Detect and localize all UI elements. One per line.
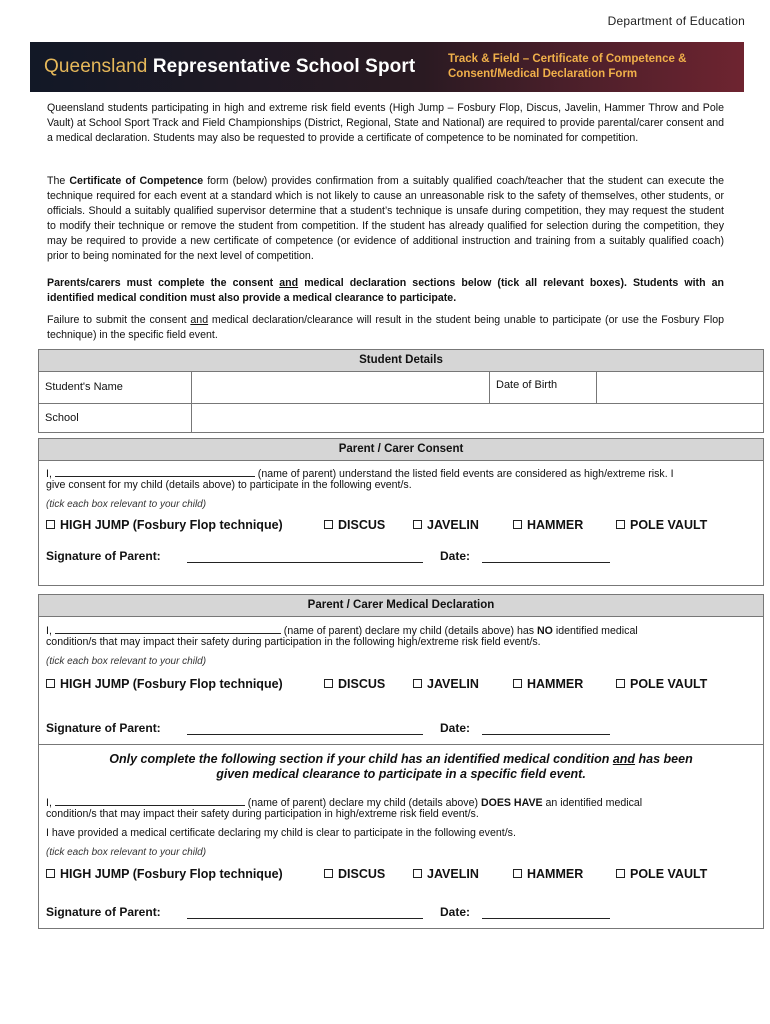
p4-pre: Failure to submit the consent [47, 314, 191, 326]
clearance-date-field[interactable] [482, 918, 610, 919]
checkbox-icon[interactable] [413, 869, 422, 878]
clearance-pole-vault-option[interactable] [616, 867, 707, 881]
intro-paragraph-3 [47, 276, 724, 306]
date-label: Date: [440, 549, 471, 563]
student-details-section [38, 349, 764, 433]
consent-discus-option[interactable] [324, 518, 385, 532]
medical-line-2: condition/s that may impact their safety during participation in the following high/extreme risk field event/s. [46, 636, 541, 648]
date-of-birth-field[interactable] [597, 372, 764, 403]
consent-line-1 [46, 466, 674, 480]
date-label: Date: [440, 721, 471, 735]
option-label: HIGH JUMP (Fosbury Flop technique) [60, 867, 283, 881]
checkbox-icon[interactable] [513, 679, 522, 688]
checkbox-icon[interactable] [324, 679, 333, 688]
p2-bold: Certificate of Competence [69, 175, 204, 187]
consent-pole-vault-option[interactable] [616, 518, 707, 532]
section-divider [39, 744, 763, 745]
intro-paragraph-1: Queensland students participating in high and extreme risk field events (High Jump – Fosbury Flop, Discus, Javelin, Hammer Throw and Pole Vault) at School Sport Track and Field Championships (District, Regional, State and National) are required to provide parental/carer consent and a medical declaration. Students may also be requested to provide a certificate of competence to be nominated for competition. [47, 102, 724, 144]
consent-signature-field[interactable] [187, 562, 423, 563]
medical-declaration-section [38, 594, 764, 929]
option-label: POLE VAULT [630, 867, 708, 881]
clearance-does-have: DOES HAVE [480, 797, 543, 809]
student-details-title: Student Details [39, 350, 763, 372]
consent-parent-name-field[interactable] [55, 466, 255, 477]
medical-hammer-option[interactable] [513, 677, 583, 691]
clearance-line-3: I have provided a medical certificate declaring my child is clear to participate in the following event/s. [46, 827, 516, 839]
medical-javelin-option[interactable] [413, 677, 479, 691]
p2-post: form (below) provides confirmation from a suitably qualified coach/teacher that the student can execute the technique required for each event at a standard which is not likely to cause an unreasonable risk to the safety of themselves, other students, or officials. Should a suitably qualified supervisor determine that a student’s technique is unsafe during competition, they may request the student to modify their technique or remove the student from competition. If the student has already qualified for selection during the competition, they may be required to provide a new certificate of competence (or evidence of additional instruction and training from a suitably qualified coach) prior to being nominated for the next level of competition. [47, 175, 724, 262]
form-title-line1: Track & Field – Certificate of Competence & [448, 53, 687, 65]
option-label: DISCUS [338, 677, 386, 691]
clearance-line-2: condition/s that may impact their safety during participation in high/extreme risk field event/s. [46, 808, 479, 820]
consent-javelin-option[interactable] [413, 518, 479, 532]
medical-line1-mid: (name of parent) declare my child (details above) has [283, 625, 537, 637]
consent-line-2: give consent for my child (details above) to participate in the following event/s. [46, 479, 412, 491]
clearance-signature-field[interactable] [187, 918, 423, 919]
p3-pre: Parents/carers must complete the consent [47, 277, 280, 289]
medical-no: NO [537, 625, 553, 637]
medical-signature-field[interactable] [187, 734, 423, 735]
consent-i: I, [46, 468, 52, 480]
checkbox-icon[interactable] [616, 869, 625, 878]
notice-and: and [612, 752, 636, 766]
consent-hammer-option[interactable] [513, 518, 583, 532]
school-label: School [39, 403, 192, 433]
medical-discus-option[interactable] [324, 677, 385, 691]
student-details-table [39, 372, 763, 433]
clearance-discus-option[interactable] [324, 867, 385, 881]
option-label: POLE VAULT [630, 518, 708, 532]
option-label: JAVELIN [427, 518, 479, 532]
students-name-field[interactable] [192, 372, 490, 403]
intro-paragraph-2 [47, 174, 724, 263]
clearance-hammer-option[interactable] [513, 867, 583, 881]
medical-line-1 [46, 623, 638, 637]
clearance-notice [39, 752, 763, 782]
signature-label: Signature of Parent: [46, 549, 161, 563]
consent-title: Parent / Carer Consent [39, 439, 763, 461]
date-label: Date: [440, 905, 471, 919]
checkbox-icon[interactable] [513, 869, 522, 878]
clearance-notice-line1 [39, 752, 763, 767]
signature-label: Signature of Parent: [46, 905, 161, 919]
department-name: Department of Education [607, 14, 745, 28]
consent-line1-text: (name of parent) understand the listed field events are considered as high/extreme risk. I [257, 468, 674, 480]
clearance-notice-line2: given medical clearance to participate in a specific field event. [216, 767, 586, 781]
option-label: JAVELIN [427, 677, 479, 691]
intro-paragraph-4 [47, 313, 724, 343]
checkbox-icon[interactable] [616, 679, 625, 688]
clearance-tick-hint: (tick each box relevant to your child) [46, 847, 207, 858]
p2-pre: The [47, 175, 70, 187]
p3-and: and [279, 277, 299, 289]
option-label: DISCUS [338, 518, 386, 532]
option-label: DISCUS [338, 867, 386, 881]
option-label: JAVELIN [427, 867, 479, 881]
option-label: HAMMER [527, 518, 584, 532]
clearance-line-1 [46, 795, 642, 809]
clearance-parent-name-field[interactable] [55, 795, 245, 806]
checkbox-icon[interactable] [413, 520, 422, 529]
checkbox-icon[interactable] [324, 520, 333, 529]
checkbox-icon[interactable] [513, 520, 522, 529]
option-label: HIGH JUMP (Fosbury Flop technique) [60, 518, 283, 532]
option-label: HAMMER [527, 867, 584, 881]
medical-i: I, [46, 625, 52, 637]
clearance-i: I, [46, 797, 52, 809]
form-title [448, 52, 686, 82]
checkbox-icon[interactable] [413, 679, 422, 688]
option-label: HAMMER [527, 677, 584, 691]
p4-and: and [190, 314, 209, 326]
medical-declaration-title: Parent / Carer Medical Declaration [39, 595, 763, 617]
clearance-line1-mid: (name of parent) declare my child (details above) [247, 797, 481, 809]
form-title-line2: Consent/Medical Declaration Form [448, 68, 638, 80]
notice-pre: Only complete the following section if your child has an identified medical condition [109, 752, 613, 766]
medical-date-field[interactable] [482, 734, 610, 735]
students-name-label: Student's Name [39, 372, 192, 403]
checkbox-icon[interactable] [46, 679, 55, 688]
brand-title [44, 56, 415, 78]
checkbox-icon[interactable] [324, 869, 333, 878]
medical-high-jump-option[interactable] [46, 677, 283, 691]
consent-section [38, 438, 764, 586]
option-label: HIGH JUMP (Fosbury Flop technique) [60, 677, 283, 691]
clearance-line1-post: an identified medical [542, 797, 643, 809]
medical-pole-vault-option[interactable] [616, 677, 707, 691]
clearance-high-jump-option[interactable] [46, 867, 283, 881]
school-field[interactable] [192, 403, 764, 433]
medical-parent-name-field[interactable] [55, 623, 281, 634]
header-banner [30, 42, 744, 92]
checkbox-icon[interactable] [46, 869, 55, 878]
signature-label: Signature of Parent: [46, 721, 161, 735]
consent-tick-hint: (tick each box relevant to your child) [46, 499, 207, 510]
p3-post: medical declaration sections below (tick all relevant boxes). Students with an identified medical condition must also provide a medical clearance to participate. [47, 277, 724, 304]
p4-post: medical declaration/clearance will result in the student being unable to participate (or use the Fosbury Flop technique) in the specific field event. [47, 314, 724, 341]
clearance-javelin-option[interactable] [413, 867, 479, 881]
notice-post: has been [635, 752, 693, 766]
brand-prefix: Queensland [44, 56, 148, 77]
date-of-birth-label: Date of Birth [490, 372, 597, 403]
checkbox-icon[interactable] [46, 520, 55, 529]
brand-main: Representative School Sport [152, 56, 416, 77]
medical-line1-post: identified medical [552, 625, 638, 637]
consent-high-jump-option[interactable] [46, 518, 283, 532]
option-label: POLE VAULT [630, 677, 708, 691]
medical-tick-hint: (tick each box relevant to your child) [46, 656, 207, 667]
consent-date-field[interactable] [482, 562, 610, 563]
checkbox-icon[interactable] [616, 520, 625, 529]
